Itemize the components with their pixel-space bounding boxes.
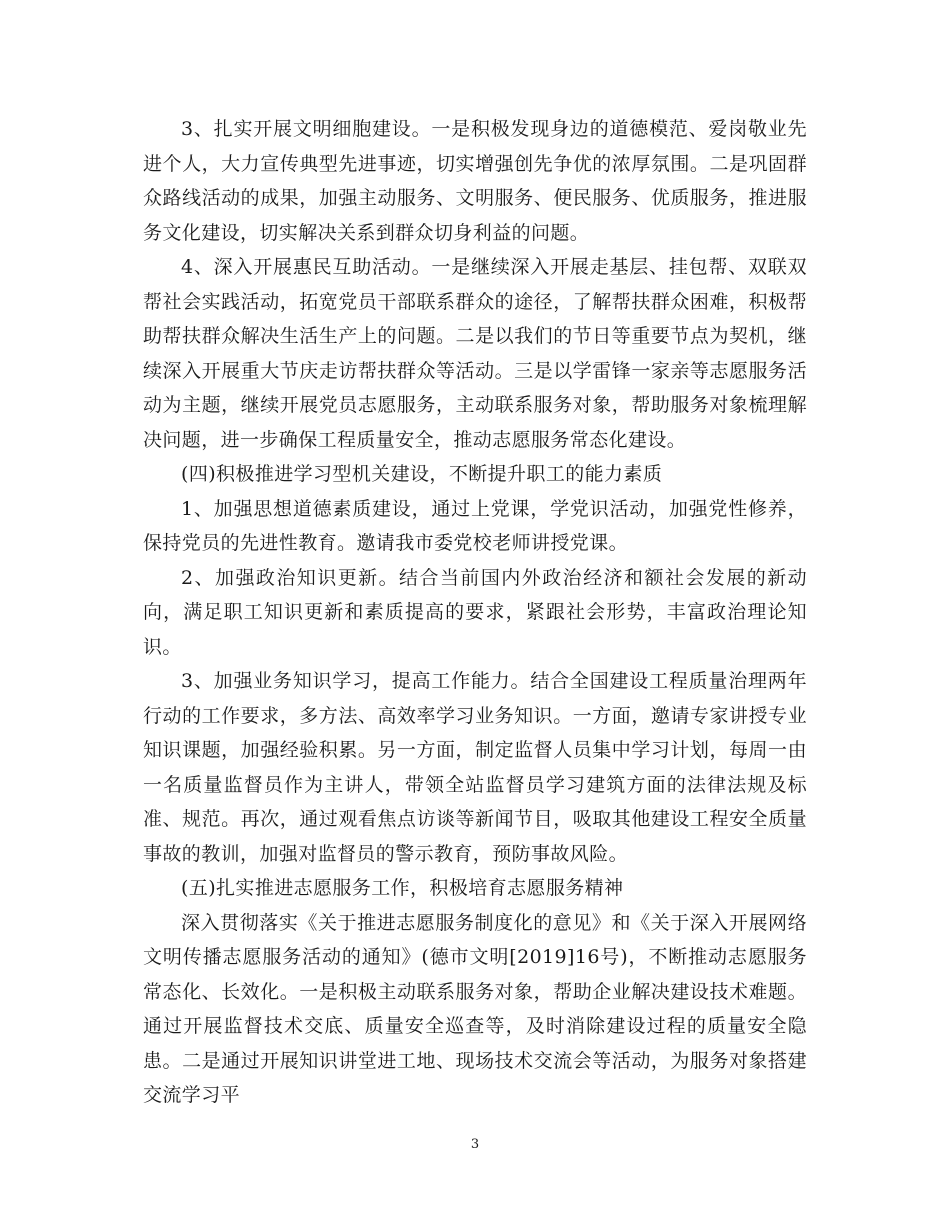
- paragraph-moral-quality: 1、加强思想道德素质建设，通过上党课，学党识活动，加强党性修养，保持党员的先进性教育。邀请我市委党校老师讲授党课。: [143, 497, 807, 554]
- section-heading-volunteer-service: (五)扎实推进志愿服务工作，积极培育志愿服务精神: [181, 877, 624, 899]
- paragraph-mutual-aid-activities: 4、深入开展惠民互助活动。一是继续深入开展走基层、挂包帮、双联双帮社会实践活动，拓宽党员干部联系群众的途径，了解帮扶群众困难，积极帮助帮扶群众解决生活生产上的问题。二是以我们的节日等重要节点为契机，继续深入开展重大节庆走访帮扶群众等活动。三是以学雷锋一家亲等志愿服务活动为主题，继续开展党员志愿服务，主动联系服务对象，帮助服务对象梳理解决问题，进一步确保工程质量安全，推动志愿服务常态化建设。: [143, 256, 807, 451]
- paragraph-professional-learning: 3、加强业务知识学习，提高工作能力。结合全国建设工程质量治理两年行动的工作要求，多方法、高效率学习业务知识。一方面，邀请专家讲授专业知识课题，加强经验积累。另一方面，制定监督人员集中学习计划，每周一由一名质量监督员作为主讲人，带领全站监督员学习建筑方面的法律法规及标准、规范。再次，通过观看焦点访谈等新闻节目，吸取其他建设工程安全质量事故的教训，加强对监督员的警示教育，预防事故风险。: [143, 670, 807, 865]
- section-heading-learning-organization: (四)积极推进学习型机关建设，不断提升职工的能力素质: [181, 463, 663, 485]
- paragraph-civil-cell-construction: 3、扎实开展文明细胞建设。一是积极发现身边的道德模范、爱岗敬业先进个人，大力宣传典型先进事迹，切实增强创先争优的浓厚氛围。二是巩固群众路线活动的成果，加强主动服务、文明服务、便民服务、优质服务，推进服务文化建设，切实解决关系到群众切身利益的问题。: [143, 118, 807, 244]
- paragraph-volunteer-implementation: 深入贯彻落实《关于推进志愿服务制度化的意见》和《关于深入开展网络文明传播志愿服务活动的通知》(德市文明[2019]16号)，不断推动志愿服务常态化、长效化。一是积极主动联系服务对象，帮助企业解决建设技术难题。通过开展监督技术交底、质量安全巡查等，及时消除建设过程的质量安全隐患。二是通过开展知识讲堂进工地、现场技术交流会等活动，为服务对象搭建交流学习平: [143, 911, 807, 1106]
- document-body: [143, 112, 807, 1113]
- page-number: 3: [470, 1137, 480, 1152]
- paragraph-political-knowledge: 2、加强政治知识更新。结合当前国内外政治经济和额社会发展的新动向，满足职工知识更新和素质提高的要求，紧跟社会形势，丰富政治理论知识。: [143, 566, 807, 658]
